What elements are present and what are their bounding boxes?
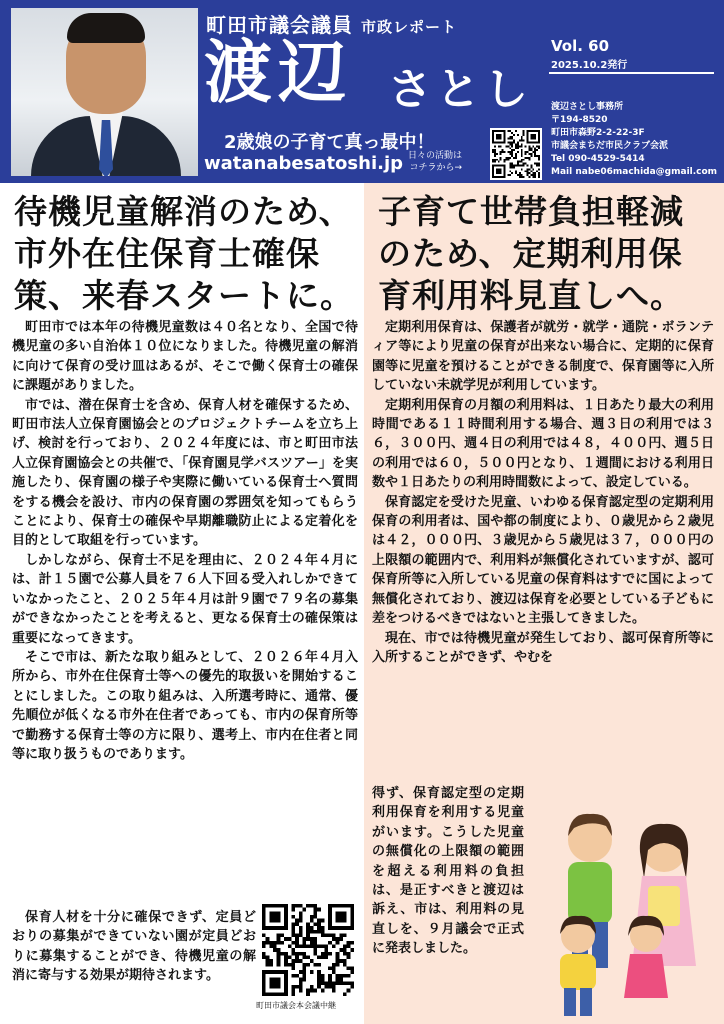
- family-illustration: [526, 786, 722, 1022]
- office-name: 渡辺さとし事務所: [551, 102, 624, 112]
- website-link[interactable]: watanabesatoshi.jp: [204, 153, 404, 174]
- volume-number: Vol. 60: [551, 37, 610, 55]
- paragraph: 市では、潜在保育士を含め、保育人材を確保するため、町田市法人立保育園協会とのプロジェクトチームを立ち上げ、検討を行っており、２０２４年度には、市と町田市法人立保育園協会との共催で、「保育園見学バスツアー」を実施したり、保育園の様子や実際に働いている保育士へ質問をする機会を設け、市内の保育園の雰囲気を知ってもらうことにより、保育士の確保や早期離職防止による定着化を目的として取組を行っています。: [12, 397, 358, 549]
- paragraph: 町田市では本年の待機児童数は４０名となり、全国で待機児童の多い自治体１０位になりました。待機児童の解消に向けて保育の受け皿はあるが、そこで働く保育士の確保に課題がありました。: [12, 320, 358, 394]
- paragraph: 定期利用保育の月額の利用料は、１日あたり最大の利用時間である１１時間利用する場合、週３日の利用では３６，３００円、週４日の利用では４８，４００円、週５日の利用では６０，５００円となり、１週間における利用日数や１日あたりの利用時間数によって、設定している。: [372, 397, 714, 491]
- left-headline: 待機児童解消のため、 市外在住保育士確保 策、来春スタートに。: [14, 192, 354, 315]
- surname: 渡辺: [204, 34, 353, 113]
- activity-note: 日々の活動は コチラから→: [408, 151, 463, 174]
- left-article-closing: 保育人材を十分に確保できず、定員どおりの募集ができていない園が定員どおりに募集することができ、待機児童の解消に寄与する効果が期待されます。: [12, 910, 256, 984]
- header-qr-code[interactable]: [490, 128, 542, 180]
- council-stream-qr-code[interactable]: [262, 904, 354, 996]
- qr-caption: 町田市議会本会議中継: [256, 1001, 336, 1010]
- email[interactable]: Mail nabe06machida@gmail.com: [551, 167, 718, 177]
- phone[interactable]: Tel 090-4529-5414: [551, 154, 645, 164]
- paragraph: 定期利用保育は、保護者が就労・就学・通院・ボランティア等により児童の保育が出来ない場合に、定期的に保育園等に児童を預けることができる制度で、保育園等に入所していない未就学児が利用しています。: [372, 320, 714, 394]
- paragraph: 保育認定を受けた児童、いわゆる保育認定型の定期利用保育の利用者は、国や都の制度により、０歳児から２歳児は４２，０００円、３歳児から５歳児は３７，０００円の上限額の範囲内で、利用料が無償化されていますが、認可保育所等に入所している児童の保育料はすでに国によって無償化されており、渡辺は保育を必要としている子どもに差をつけるべきではないと主張してきました。: [372, 494, 714, 627]
- contact-block: [551, 101, 717, 179]
- header-divider: [549, 72, 714, 74]
- office-title: 町田市議会議員 市政レポート: [206, 13, 458, 37]
- right-headline: 子育て世帯負担軽減 のため、定期利用保 育利用料見直しへ。: [378, 192, 684, 315]
- right-article-closing: 得ず、保育認定型の定期利用保育を利用する児童がいます。こうした児童の無償化の上限額の範囲を超える利用料の負担は、是正すべきと渡辺は訴え、市は、利用料の見直しを、９月議会で正式に発表しました。: [372, 786, 524, 957]
- issue-date: 2025.10.2発行: [551, 60, 628, 71]
- right-article-body: [372, 318, 714, 667]
- tagline: 2歳娘の子育て真っ最中！: [224, 132, 435, 153]
- postal-code: 〒194-8520: [551, 115, 608, 125]
- paragraph: そこで市は、新たな取り組みとして、２０２６年４月入所から、市外在住保育士等への優先的取扱いを開始することにしました。この取り組みは、入所選考時に、通常、優先順位が低くなる市外在住者であっても、市内の保育所等で勤務する保育士等の方に限り、選考上、市内在住者と同等に取り扱うものであります。: [12, 649, 358, 762]
- left-article-body: [12, 318, 358, 764]
- paragraph: しかしながら、保育士不足を理由に、２０２４年４月には、計１５園で公募人員を７６人下回る受入れしかできていなかったこと、２０２５年４月は計９園で７９名の募集ができなかったことを考えると、更なる保育士の確保策は重要になってきます。: [12, 552, 358, 646]
- address: 町田市森野2-2-22-3F: [551, 128, 645, 138]
- paragraph: 現在、市では待機児童が発生しており、認可保育所等に入所することができず、やむを: [372, 630, 714, 665]
- council-group: 市議会まちだ市民クラブ会派: [551, 141, 669, 151]
- portrait-photo: [11, 8, 198, 176]
- given-name: さとし: [388, 64, 532, 115]
